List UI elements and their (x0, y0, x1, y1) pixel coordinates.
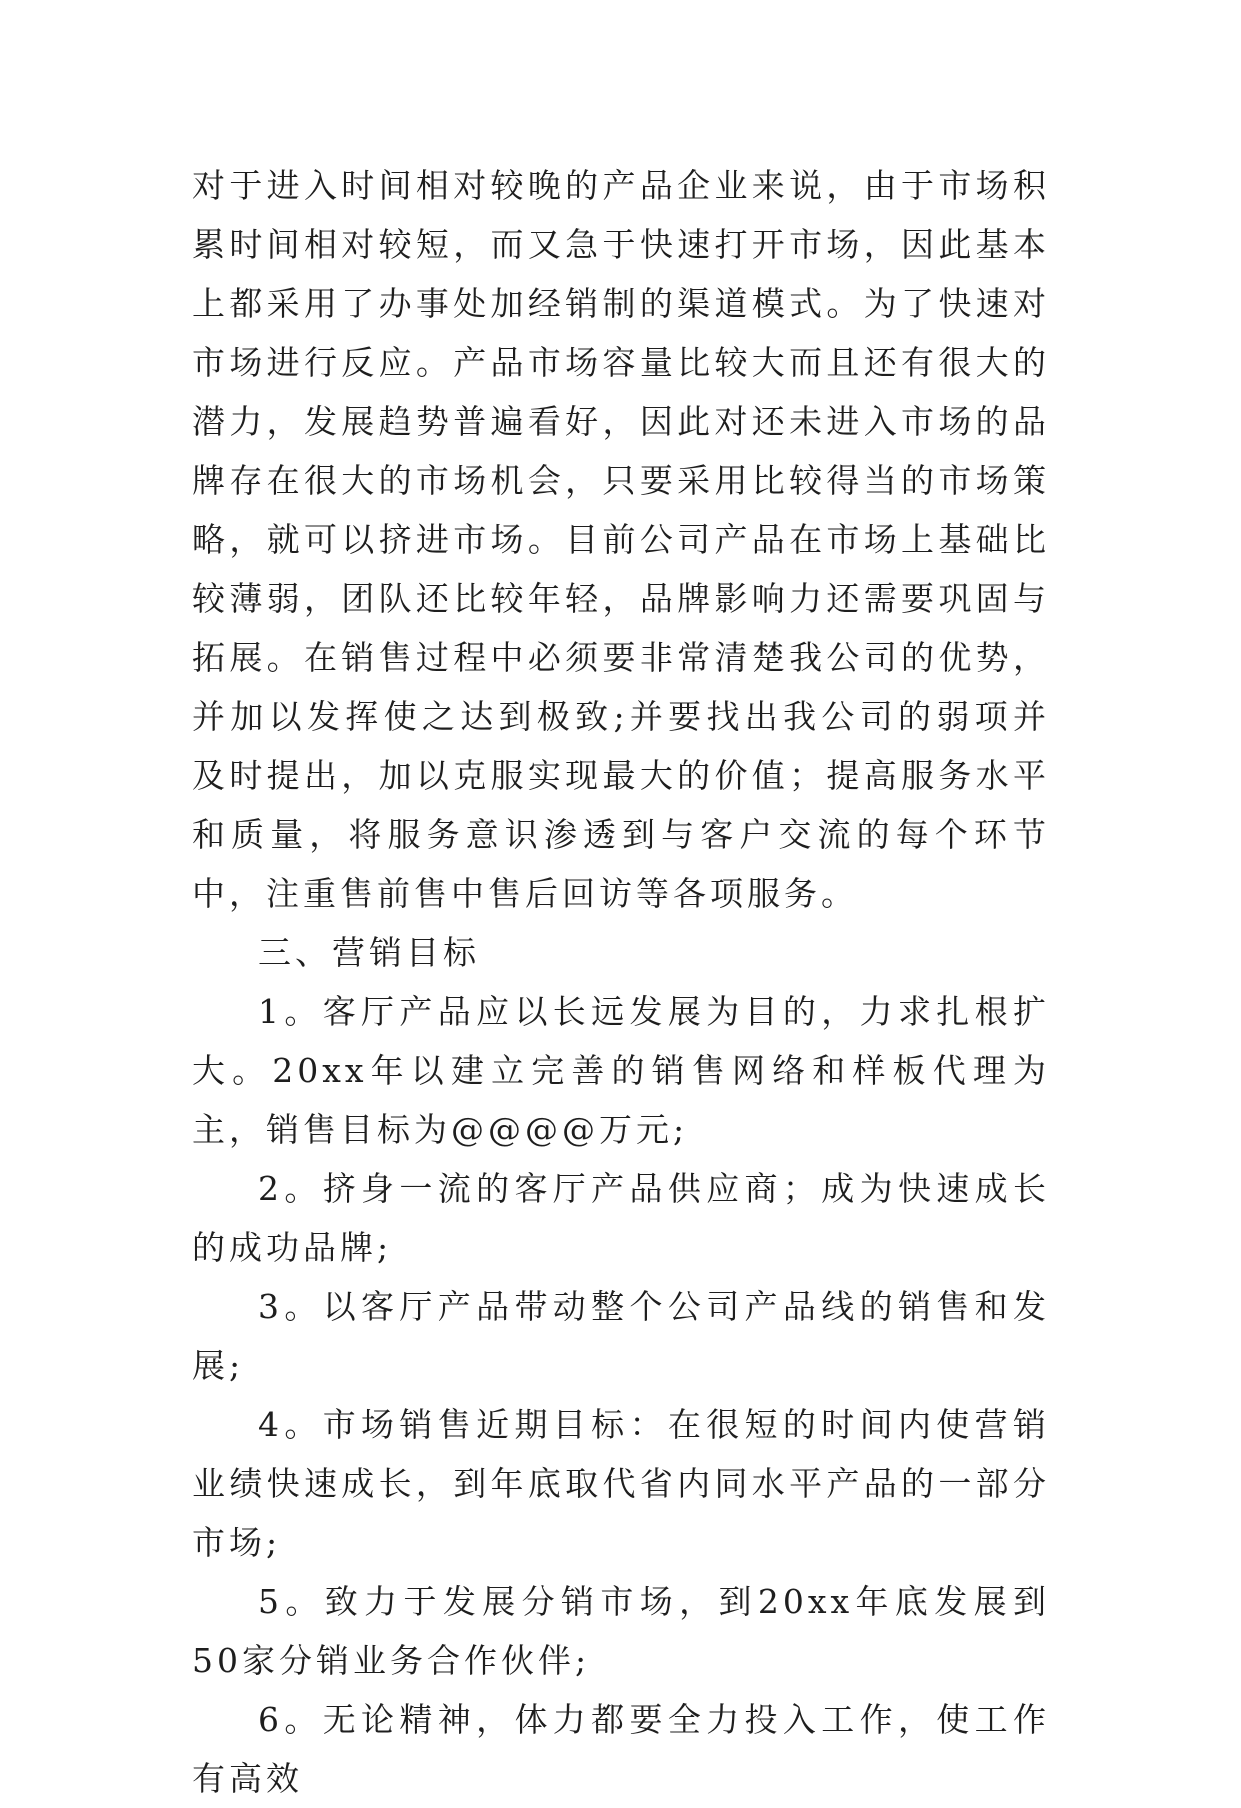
goal-item-2: 2。挤身一流的客厅产品供应商；成为快速成长的成功品牌; (192, 1169, 1050, 1267)
goal-item-1: 1。客厅产品应以长远发展为目的，力求扎根扩大。20xx年以建立完善的销售网络和样板代理为主，销售目标为@@@@万元; (192, 992, 1050, 1149)
goal-item-3: 3。以客厅产品带动整个公司产品线的销售和发展; (192, 1287, 1050, 1385)
goal-item-5: 5。致力于发展分销市场，到20xx年底发展到50家分销业务合作伙伴; (192, 1582, 1050, 1680)
section-heading-marketing-goals: 三、营销目标 (258, 933, 480, 972)
paragraph-market-analysis: 对于进入时间相对较晚的产品企业来说，由于市场积累时间相对较短，而又急于快速打开市场，因此基本上都采用了办事处加经销制的渠道模式。为了快速对市场进行反应。产品市场容量比较大而且还有很大的潜力，发展趋势普遍看好，因此对还未进入市场的品牌存在很大的市场机会，只要采用比较得当的市场策略，就可以挤进市场。目前公司产品在市场上基础比较薄弱，团队还比较年轻，品牌影响力还需要巩固与拓展。在销售过程中必须要非常清楚我公司的优势，并加以发挥使之达到极致;并要找出我公司的弱项并及时提出，加以克服实现最大的价值；提高服务水平和质量，将服务意识渗透到与客户交流的每个环节中，注重售前售中售后回访等各项服务。 (192, 166, 1050, 913)
goal-item-4: 4。市场销售近期目标：在很短的时间内使营销业绩快速成长，到年底取代省内同水平产品的一部分市场; (192, 1405, 1050, 1562)
document-body (192, 156, 1050, 1808)
goal-item-6: 6。无论精神，体力都要全力投入工作，使工作有高效 (192, 1700, 1050, 1798)
